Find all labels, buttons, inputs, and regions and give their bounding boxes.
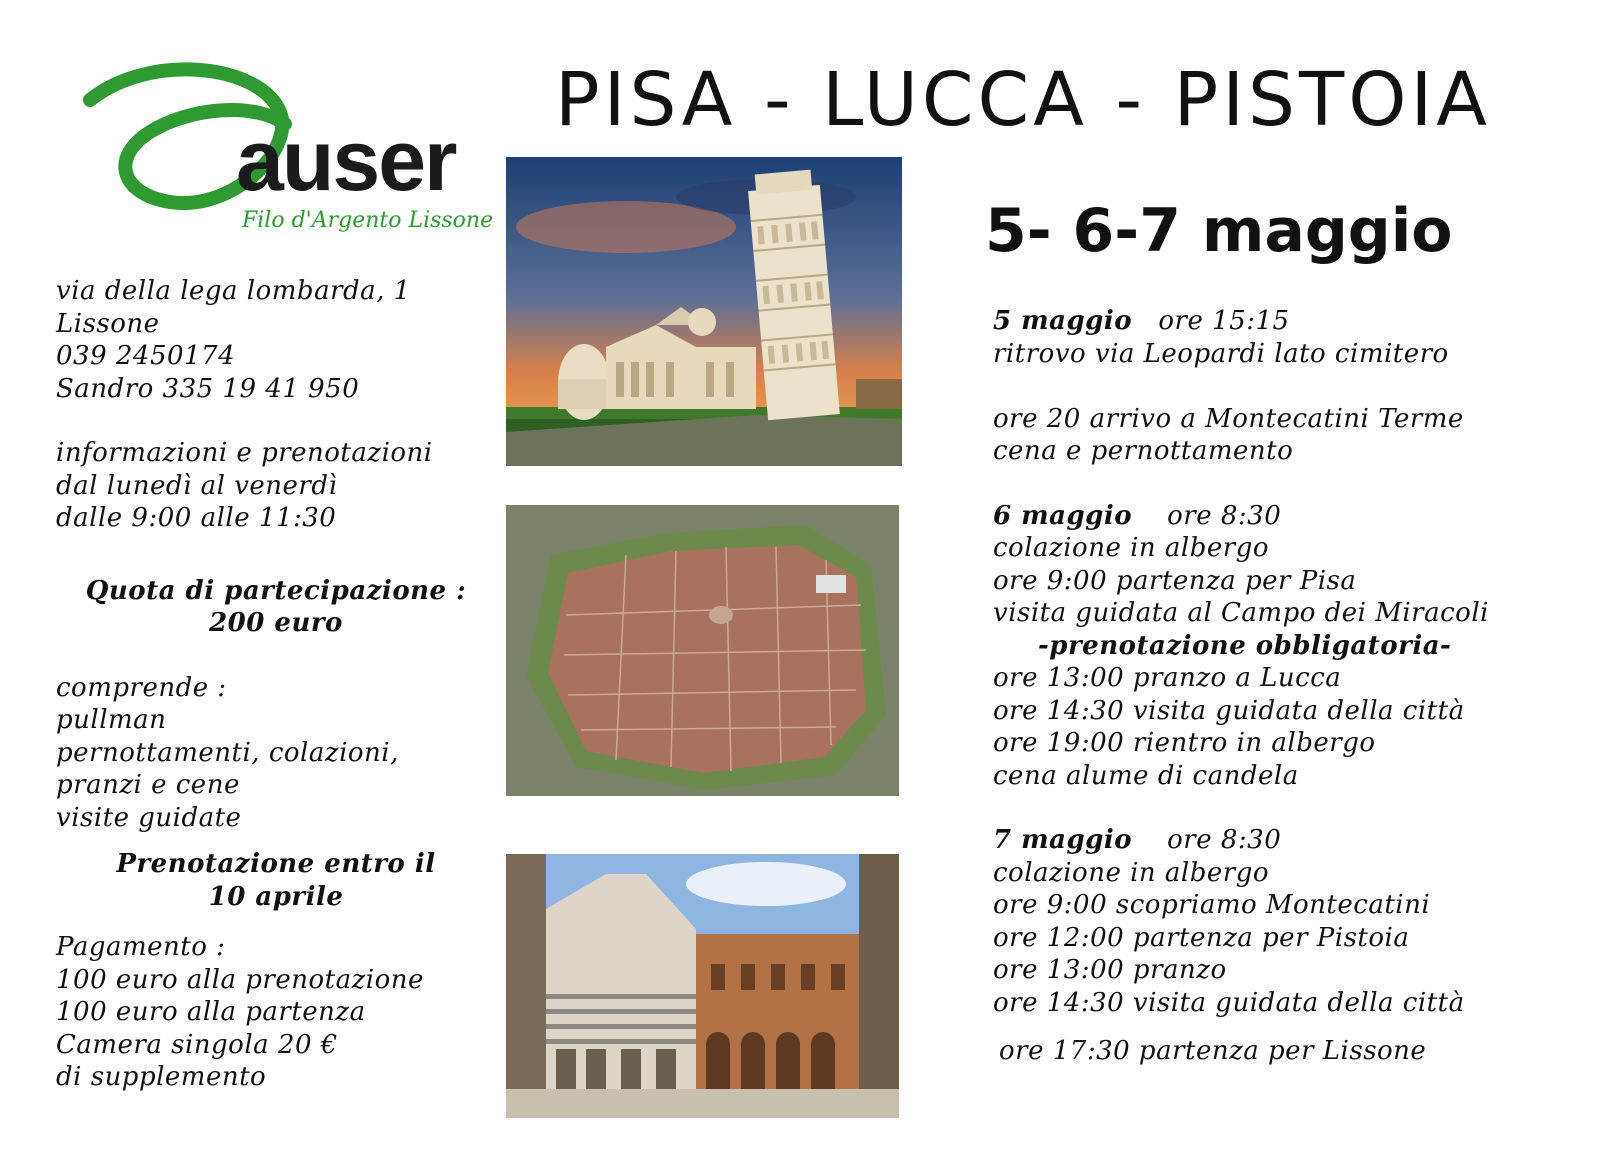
payment-item: di supplemento [56,1062,267,1092]
booking-deadline-line-1: Prenotazione entro il [116,849,436,879]
day3-line: colazione in albergo [993,857,1269,888]
includes-item: pullman [56,705,167,735]
day3-line: ore 12:00 partenza per Pistoia [993,922,1410,953]
pisa-photo [506,157,902,466]
payment-item: 100 euro alla partenza [56,997,366,1027]
day2-line: ore 9:00 partenza per Pisa [993,565,1357,596]
contact-phone: 039 2450174 [56,341,236,371]
day2-booking-note: -prenotazione obbligatoria- [1038,630,1452,661]
quota-label: Quota di partecipazione : [85,575,467,606]
booking-deadline-line-2: 10 aprile [208,881,344,912]
day3-time: ore 8:30 [1167,825,1282,855]
day2-line: ore 14:30 visita guidata della città [993,695,1465,726]
day2-line: ore 19:00 rientro in albergo [993,728,1376,758]
day1-line: ore 20 arrivo a Montecatini Terme [993,403,1464,434]
day2-line: ore 13:00 pranzo a Lucca [993,663,1342,693]
day3-line: ore 9:00 scopriamo Montecatini [993,890,1431,920]
day1-date: 5 maggio [993,306,1133,336]
lucca-aerial-photo [506,505,899,796]
includes-item: pernottamenti, colazioni, [56,737,399,768]
payment-label: Pagamento : [56,932,226,962]
info-line-2: dal lunedì al venerdì [56,470,338,501]
day3-final-departure: ore 17:30 partenza per Lissone [999,1036,1427,1066]
day2-line: colazione in albergo [993,533,1269,563]
contact-mobile: Sandro 335 19 41 950 [56,373,360,404]
day1-header [993,305,1583,338]
includes-item: visite guidate [56,802,242,833]
day3-date: 7 maggio [993,825,1133,855]
day2-line: visita guidata al Campo dei Miracoli [993,598,1489,628]
day2-line: cena alume di candela [993,760,1299,791]
day3-header [993,824,1583,857]
page-title: PISA - LUCCA - PISTOIA [555,57,1491,143]
day1-line: cena e pernottamento [993,436,1294,466]
includes-label: comprende : [56,672,227,703]
info-line-3: dalle 9:00 alle 11:30 [56,503,337,533]
includes-item: pranzi e cene [56,770,240,800]
day1-line: ritrovo via Leopardi lato cimitero [993,338,1449,369]
day1-time: ore 15:15 [1158,306,1290,336]
logo-subtitle: Filo d'Argento Lissone [242,208,494,233]
day2-date: 6 maggio [993,500,1133,531]
payment-item: 100 euro alla prenotazione [56,964,424,995]
contact-address: via della lega lombarda, 1 [56,276,411,306]
program-column [993,305,1583,1068]
pistoia-photo [506,854,899,1118]
quota-amount: 200 euro [209,608,343,638]
trip-dates: 5- 6-7 maggio [985,196,1453,266]
left-info-column [56,275,496,1094]
day2-header [993,500,1583,533]
contact-city: Lissone [56,308,160,339]
day1-line [993,370,1583,403]
info-line-1: informazioni e prenotazioni [56,438,433,468]
day3-line: ore 14:30 visita guidata della città [993,987,1465,1018]
day3-line: ore 13:00 pranzo [993,955,1227,985]
day2-time: ore 8:30 [1167,500,1282,531]
logo-wordmark: auser [236,113,456,209]
payment-item: Camera singola 20 € [56,1029,338,1060]
